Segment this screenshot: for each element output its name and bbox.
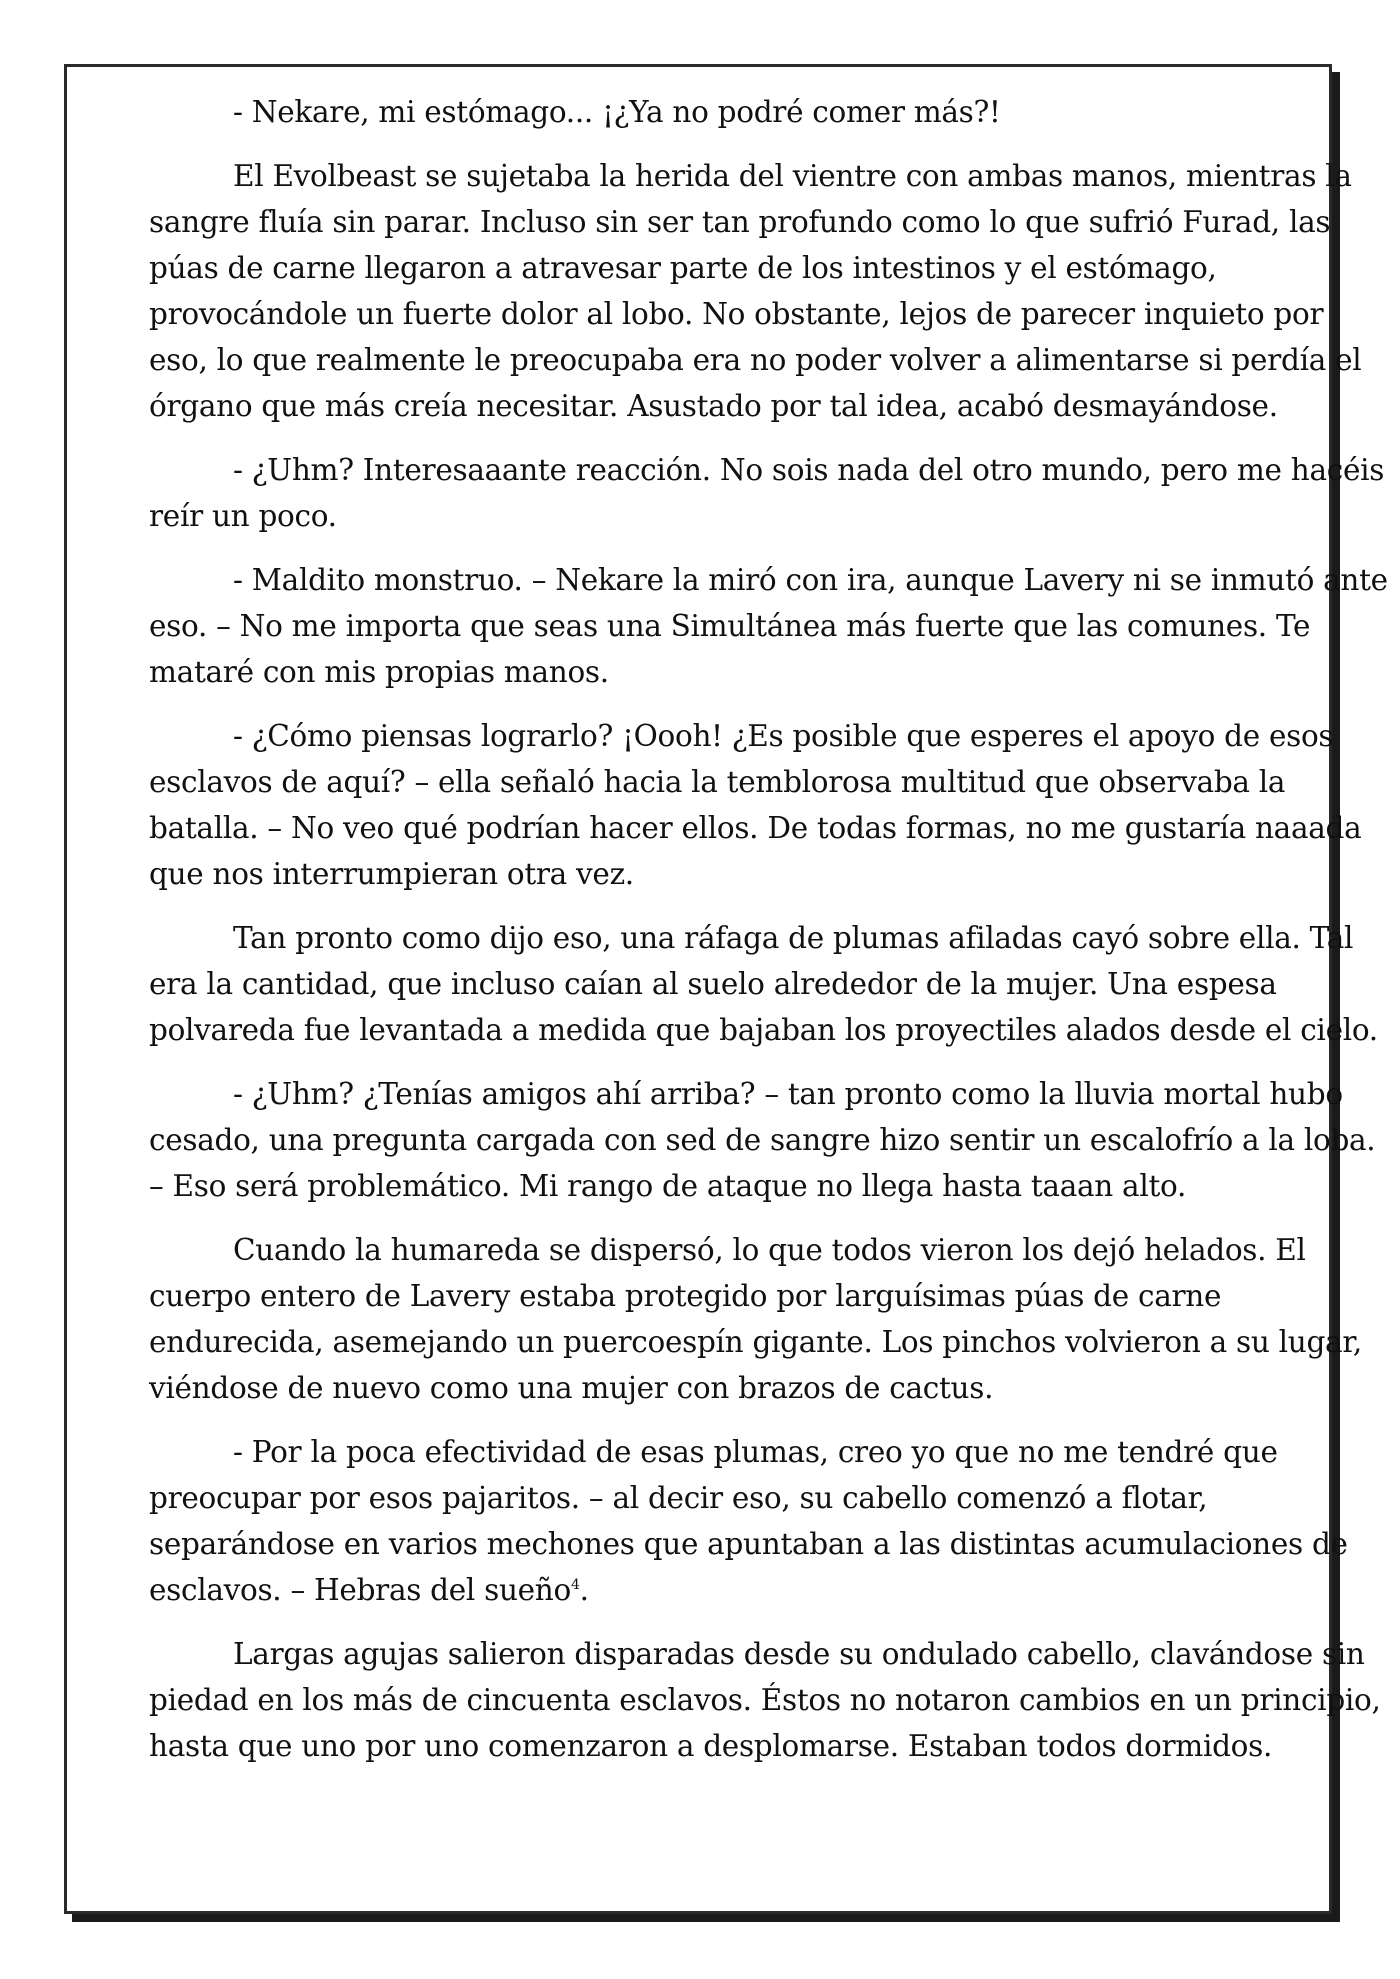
paragraph: - ¿Uhm? Interesaaante reacción. No sois nada del otro mundo, pero me hacéis reír un poco.: [149, 453, 1385, 533]
paragraph-with-footnote: [149, 1429, 1389, 1613]
paragraph: - ¿Cómo piensas lograrlo? ¡Oooh! ¿Es posible que esperes el apoyo de esos esclavos de aquí? – ella señaló hacia la temblorosa multitud que observaba la batalla. – No veo qué podrían hacer ellos. De todas formas, no me gustaría naaada que nos interrumpieran otra vez.: [149, 719, 1362, 891]
paragraph: Largas agujas salieron disparadas desde su ondulado cabello, clavándose sin piedad en los más de cincuenta esclavos. Éstos no notaron cambios en un principio, hasta que uno por uno comenzaron a desplomarse. Estaban todos dormidos.: [149, 1637, 1381, 1763]
paragraph: - Nekare, mi estómago... ¡¿Ya no podré comer más?!: [233, 95, 1001, 129]
paragraph: El Evolbeast se sujetaba la herida del vientre con ambas manos, mientras la sangre fluía sin parar. Incluso sin ser tan profundo como lo que sufrió Furad, las púas de carne llegaron a atravesar parte de los intestinos y el estómago, provocándole un fuerte dolor al lobo. No obstante, lejos de parecer inquieto por eso, lo que realmente le preocupaba era no poder volver a alimentarse si perdía el órgano que más creía necesitar. Asustado por tal idea, acabó desmayándose.: [149, 159, 1362, 423]
paragraph: Tan pronto como dijo eso, una ráfaga de plumas afiladas cayó sobre ella. Tal era la cantidad, que incluso caían al suelo alrededor de la mujer. Una espesa polvareda fue levantada a medida que bajaban los proyectiles alados desde el cielo.: [149, 921, 1378, 1047]
paragraph-text: - Por la poca efectividad de esas plumas, creo yo que no me tendré que preocupar por esos pajaritos. – al decir eso, su cabello comenzó a flotar, separándose en varios mechones que apuntaban a las distintas acumulaciones de esclavos. – Hebras del sueño: [149, 1435, 1348, 1607]
page-frame: [64, 64, 1388, 1914]
paragraph: - ¿Uhm? ¿Tenías amigos ahí arriba? – tan pronto como la lluvia mortal hubo cesado, una pregunta cargada con sed de sangre hizo sentir un escalofrío a la loba. – Eso será problemático. Mi rango de ataque no llega hasta taaan alto.: [149, 1077, 1376, 1203]
paragraph: Cuando la humareda se dispersó, lo que todos vieron los dejó helados. El cuerpo entero de Lavery estaba protegido por larguísimas púas de carne endurecida, asemejando un puercoespín gigante. Los pinchos volvieron a su lugar, viéndose de nuevo como una mujer con brazos de cactus.: [149, 1233, 1362, 1405]
footnote-marker[interactable]: 4: [570, 1577, 580, 1594]
paragraph-end: .: [579, 1573, 589, 1607]
document-body: [149, 89, 1389, 1787]
paragraph: - Maldito monstruo. – Nekare la miró con ira, aunque Lavery ni se inmutó ante eso. – No me importa que seas una Simultánea más fuerte que las comunes. Te mataré con mis propias manos.: [149, 563, 1388, 689]
